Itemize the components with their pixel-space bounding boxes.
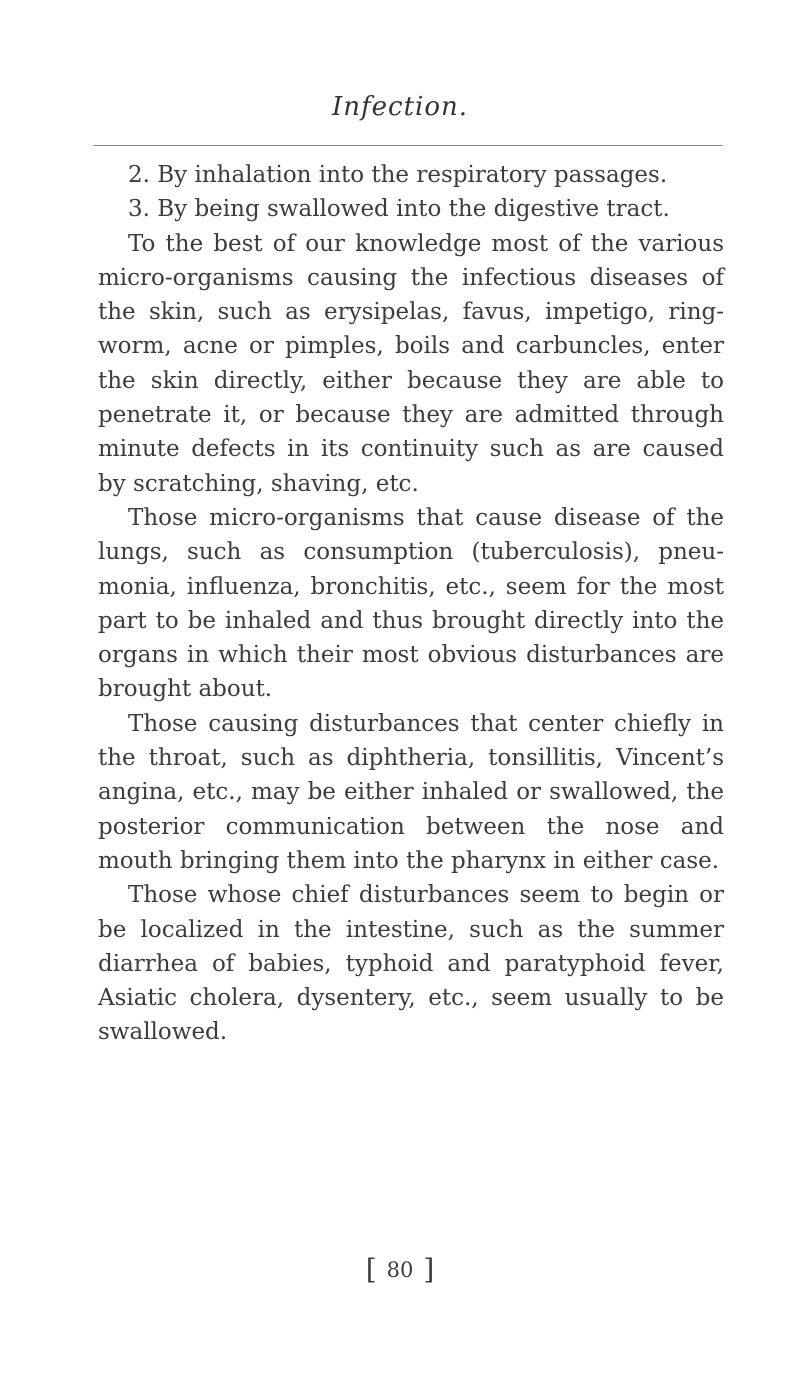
folio-number: 80 xyxy=(386,1258,414,1282)
paragraph-skin: To the best of our knowledge most of the various micro-organisms causing the infectious diseases of the skin, such as erysipelas, favus, impetigo, ring-worm, acne or pimples, boils and carbuncles, enter the skin directly, either because they are able to penetrate it, or because they are admitted through minute defects in its continuity such as are caused by scratching, shaving, etc. xyxy=(98,230,724,497)
running-head: Infection. xyxy=(331,92,468,122)
header-rule xyxy=(93,145,723,146)
paragraph-throat: Those causing disturbances that center chiefly in the throat, such as diphtheria, tonsillitis, Vincent’s angina, etc., may be either inhaled or swallowed, the posterior communication between the nose and mouth bringing them into the pharynx in either case. xyxy=(98,710,724,874)
page-number xyxy=(0,1253,800,1286)
list-item-inhalation: 2. By inhalation into the respiratory passages. xyxy=(128,162,668,188)
paragraph-intestine: Those whose chief disturbances seem to begin or be localized in the intestine, such as the summer diarrhea of babies, typhoid and paratyphoid fever, Asiatic cholera, dysentery, etc., seem usually to be swallowed. xyxy=(98,882,724,1046)
paragraph-lungs: Those micro-organisms that cause disease of the lungs, such as consumption (tuberculosis), pneu-monia, influenza, bronchitis, etc., seem for the most part to be inhaled and thus brought directly into the organs in which their most obvious disturbances are brought about. xyxy=(98,504,724,703)
list-item-swallowed: 3. By being swallowed into the digestive tract. xyxy=(128,196,670,223)
folio-open-bracket: [ xyxy=(365,1253,377,1286)
folio-close-bracket: ] xyxy=(423,1253,435,1286)
body-text xyxy=(98,158,724,1050)
